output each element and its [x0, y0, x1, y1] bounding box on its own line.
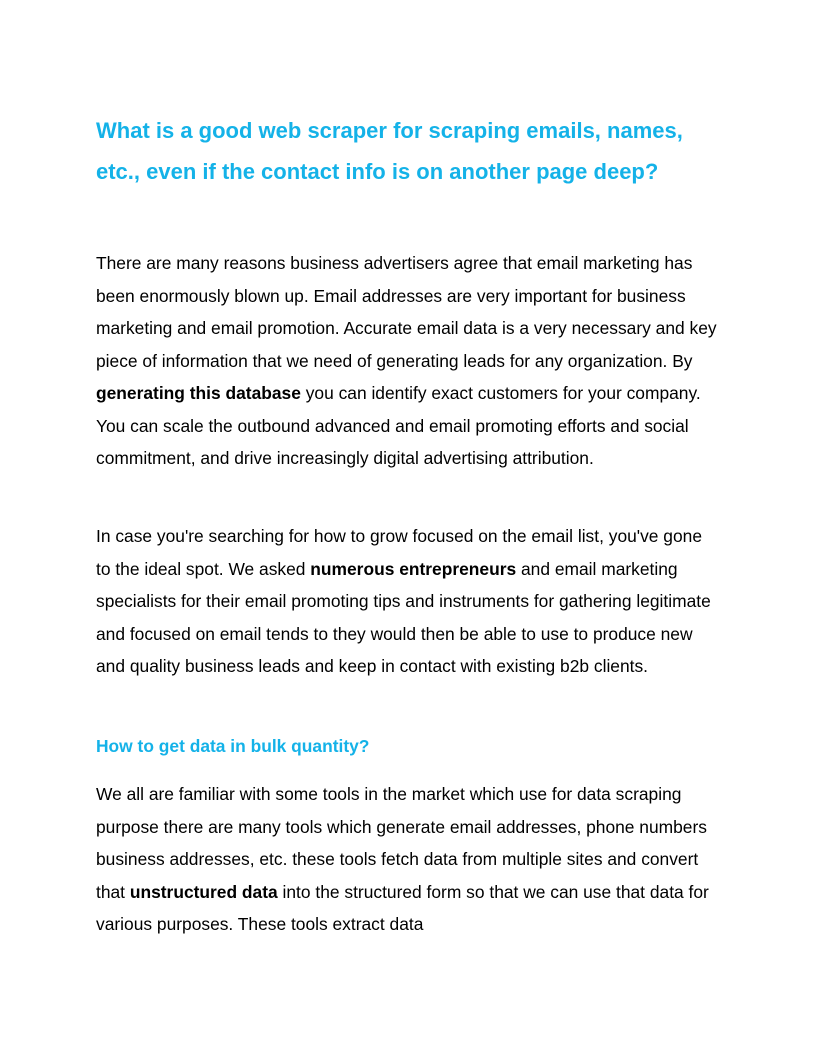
document-title: What is a good web scraper for scraping emails, names, etc., even if the contact info is on another page deep?	[96, 118, 683, 184]
paragraph-tools-text-a: We all are familiar with some tools in the market which use for data scraping purpose there are many tools which generate email addresses, phone numbers business addresses, etc. these tools fetch data from multiple sites and convert that	[96, 784, 707, 902]
paragraph-email-list-text-b: and email marketing specialists for their email promoting tips and instruments for gathering legitimate and focused on email tends to they would then be able to use to produce new and quality business leads and keep in contact with existing b2b clients.	[96, 558, 711, 676]
paragraph-email-list-bold: numerous entrepreneurs	[310, 558, 517, 579]
paragraph-email-list-text-a: In case you're searching for how to grow focused on the email list, you've gone to the ideal spot. We asked	[96, 526, 702, 579]
paragraph-intro-text-a: There are many reasons business advertisers agree that email marketing has been enormously blown up. Email addresses are very important for business marketing and email promotion. Accurate email data is a very necessary and key piece of information that we need of generating leads for any organization. By	[96, 253, 717, 371]
paragraph-tools	[96, 778, 720, 941]
paragraph-intro	[96, 247, 720, 475]
paragraph-email-list	[96, 520, 720, 683]
paragraph-intro-text-b: you can identify exact customers for your company. You can scale the outbound advanced and email promoting efforts and social commitment, and drive increasingly digital advertising attribution.	[96, 383, 701, 468]
paragraph-tools-text-b: into the structured form so that we can use that data for various purposes. These tools extract data	[96, 881, 709, 934]
section-heading: How to get data in bulk quantity?	[96, 736, 370, 756]
paragraph-tools-bold: unstructured data	[129, 881, 278, 902]
paragraph-intro-bold: generating this database	[96, 383, 301, 403]
